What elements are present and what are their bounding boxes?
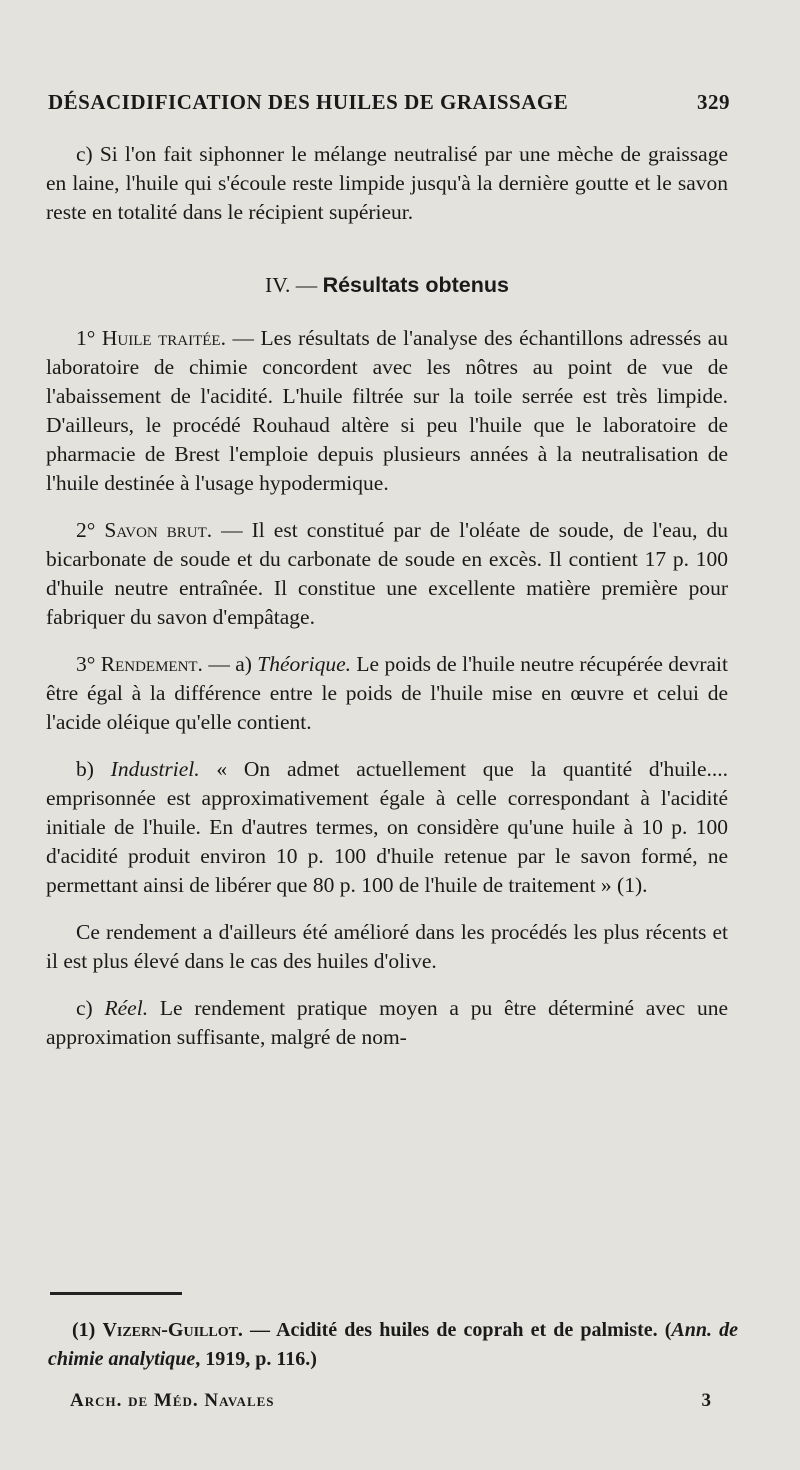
item-label: Savon brut. <box>104 518 213 542</box>
footnote <box>48 1316 738 1374</box>
page-number: 329 <box>697 90 730 114</box>
footnote-journal: Ann. de chimie analytique <box>48 1319 738 1370</box>
item-text: — Il est constitué par de l'oléate de soude, de l'eau, du bicarbonate de soude et du carbonate de soude en excès. Il contient 17 p. 100 d'huile neutre entraînée. Il constitue une excellente matière première pour fabriquer du savon d'empâtage. <box>46 518 729 629</box>
section-title: Résultats obtenus <box>322 273 509 297</box>
footer-sheet-number: 3 <box>701 1390 712 1411</box>
page-footer <box>70 1390 712 1412</box>
section-number: IV. — <box>265 273 318 297</box>
item-text: Le rendement pratique moyen a pu être déterminé avec une approximation suffisante, malgré de nom- <box>46 996 728 1049</box>
footnote-text-end: , 1919, p. 116.) <box>195 1348 317 1370</box>
paragraph-rendement <box>46 650 728 737</box>
body-text <box>46 140 728 1070</box>
footer-journal: Arch. de Méd. Navales <box>70 1390 275 1411</box>
paragraph-industriel <box>46 755 728 900</box>
footnote-author: Vizern-Guillot. <box>102 1319 243 1341</box>
paragraph-savon-brut <box>46 516 728 632</box>
paragraph-c-siphon: c) Si l'on fait siphonner le mélange neutralisé par une mèche de graissage en laine, l'huile qui s'écoule reste limpide jusqu'à la dernière goutte et le savon reste en totalité dans le récipient supérieur. <box>46 142 728 224</box>
item-number: 1° <box>76 326 96 350</box>
item-number: 3° <box>76 652 96 676</box>
item-dash: — a) <box>202 652 258 676</box>
item-number: 2° <box>76 518 96 542</box>
item-text: « On admet actuellement que la quantité d'huile.... emprisonnée est approximativement égale à celle correspondant à l'acidité initiale de l'huile. En d'autres termes, on considère qu'une huile à 10 p. 100 d'acidité produit environ 10 p. 100 d'huile retenue par le savon formé, ne permettant ainsi de libérer que 80 p. 100 de l'huile de traitement » (1). <box>46 757 728 897</box>
item-sublabel: Réel. <box>104 996 149 1020</box>
section-heading <box>46 271 728 300</box>
paragraph-reel <box>46 994 728 1052</box>
footnote-text: — Acidité des huiles de coprah et de palmiste. ( <box>242 1319 672 1341</box>
running-header <box>48 90 730 115</box>
item-prefix: b) <box>76 757 111 781</box>
footnote-rule <box>50 1292 182 1295</box>
item-sublabel: Théorique. <box>257 652 352 676</box>
running-title: DÉSACIDIFICATION DES HUILES DE GRAISSAGE <box>48 90 569 114</box>
paragraph-huile-traitee <box>46 324 728 498</box>
paragraph-rendement-note: Ce rendement a d'ailleurs été amélioré dans les procédés les plus récents et il est plus élevé dans le cas des huiles d'olive. <box>46 920 728 973</box>
item-prefix: c) <box>76 996 105 1020</box>
item-text: — Les résultats de l'analyse des échantillons adressés au laboratoire de chimie concordent avec les nôtres au point de vue de l'abaissement de l'acidité. L'huile filtrée sur la toile serrée est très limpide. D'ailleurs, le procédé Rouhaud altère si peu l'huile que le laboratoire de pharmacie de Brest l'emploie depuis plusieurs années à la neutralisation de l'huile destinée à l'usage hypodermique. <box>46 326 729 495</box>
footnote-marker: (1) <box>72 1319 103 1341</box>
item-sublabel: Industriel. <box>110 757 200 781</box>
item-label: Huile traitée. <box>101 326 226 350</box>
item-label: Rendement. <box>100 652 203 676</box>
item-text: Le poids de l'huile neutre récupérée devrait être égal à la différence entre le poids de l'huile mise en œuvre et celui de l'acide oléique qu'elle contient. <box>46 652 728 734</box>
